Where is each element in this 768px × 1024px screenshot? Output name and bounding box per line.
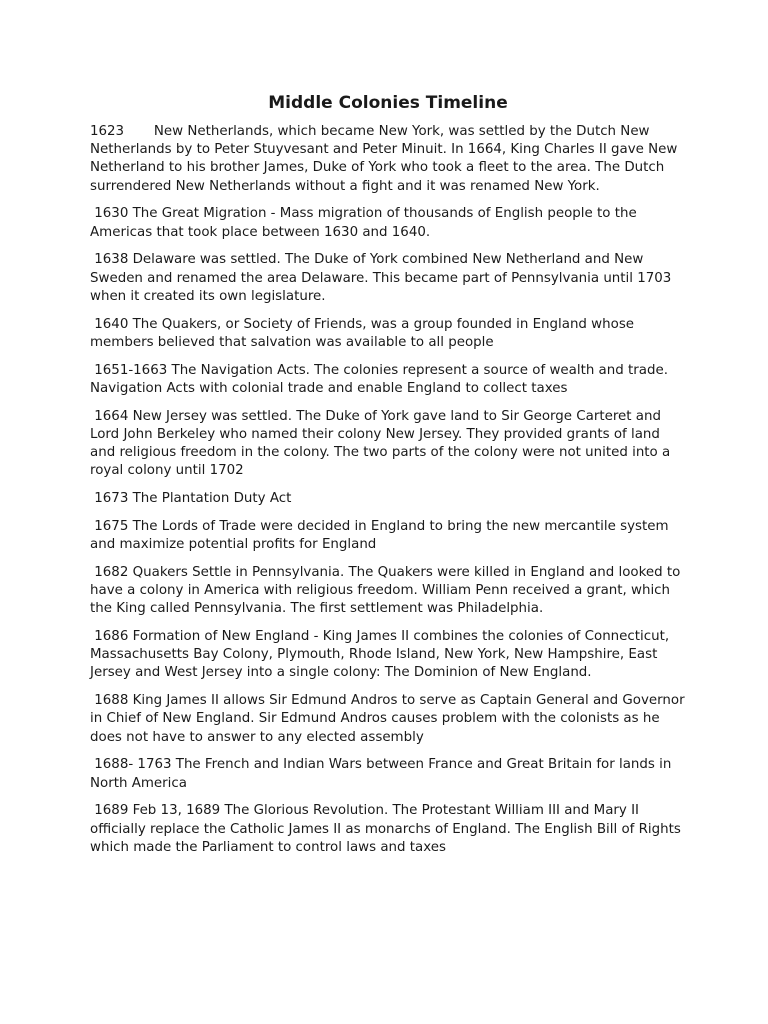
timeline-entry-year: 1688 — [90, 693, 133, 709]
document-title: Middle Colonies Timeline — [268, 93, 508, 113]
timeline-entry — [90, 802, 688, 857]
timeline-entry-text: The Great Migration - Mass migration of thousands of English people to the Americas that took place between 1630 and 1640. — [90, 206, 641, 240]
timeline-entry — [90, 251, 688, 306]
timeline-entry-year: 1664 — [90, 408, 133, 424]
timeline-entry-year: 1638 — [90, 252, 133, 268]
timeline-entry-text: The Quakers, or Society of Friends, was a group founded in England whose members believed that salvation was available to all people — [90, 316, 639, 350]
timeline-entry — [90, 205, 688, 241]
timeline-entry-text: The French and Indian Wars between France and Great Britain for lands in North America — [90, 757, 676, 791]
timeline-entry-text: The Plantation Duty Act — [132, 491, 292, 507]
timeline-entry — [90, 316, 688, 352]
timeline-entry — [90, 518, 688, 554]
timeline-entry — [90, 362, 688, 398]
timeline-entry-text: The Lords of Trade were decided in England to bring the new mercantile system and maximize potential profits for England — [90, 518, 673, 553]
timeline-entries — [90, 123, 688, 857]
timeline-entry-text: New Netherlands, which became New York, was settled by the Dutch New Netherlands by to Peter Stuyvesant and Peter Minuit. In 1664, King Charles II gave New Netherland to his brother James, Duke of York who took a fleet to the area. The Dutch surrendered New Netherlands without a fight and it was renamed New York. — [90, 124, 682, 194]
timeline-entry-year: 1673 — [90, 491, 133, 507]
timeline-entry-text: Feb 13, 1689 The Glorious Revolution. The Protestant William III and Mary II officially replace the Catholic James II as monarchs of England. The English Bill of Rights which made the Parliament to control laws and taxes — [90, 803, 686, 855]
timeline-entry-text: Formation of New England - King James II combines the colonies of Connecticut, Massachusetts Bay Colony, Plymouth, Rhode Island, New York, New Hampshire, East Jersey and West Jersey into a single colony: The Dominion of New England. — [90, 629, 674, 681]
timeline-entry-text: New Jersey was settled. The Duke of York gave land to Sir George Carteret and Lord John Berkeley who named their colony New Jersey. They provided grants of land and religious freedom in the colony. The two parts of the colony were not united into a royal colony until 1702 — [90, 408, 675, 479]
timeline-entry-text: Quakers Settle in Pennsylvania. The Quakers were killed in England and looked to have a colony in America with religious freedom. William Penn received a grant, which the King called Pennsylvania. The first settlement was Philadelphia. — [90, 564, 685, 617]
timeline-entry — [90, 123, 688, 196]
timeline-entry-year: 1682 — [90, 564, 133, 580]
timeline-entry — [90, 490, 688, 508]
timeline-entry-year: 1675 — [90, 518, 133, 534]
timeline-entry-text: Delaware was settled. The Duke of York combined New Netherland and New Sweden and renamed the area Delaware. This became part of Pennsylvania until 1703 when it created its own legislature. — [90, 252, 676, 304]
timeline-entry — [90, 628, 688, 683]
timeline-entry-year: 1689 — [90, 803, 133, 819]
timeline-entry — [90, 692, 688, 747]
timeline-entry-text: King James II allows Sir Edmund Andros to serve as Captain General and Governor in Chief of New England. Sir Edmund Andros causes problem with the colonists as he does not have to answer to any elected assembly — [90, 693, 689, 745]
timeline-entry — [90, 408, 688, 481]
timeline-entry-year: 1640 — [90, 316, 133, 332]
timeline-entry-year: 1686 — [90, 629, 133, 645]
timeline-entry — [90, 564, 688, 619]
timeline-entry-year: 1630 — [90, 206, 133, 222]
timeline-entry-year: 1688- 1763 — [90, 757, 176, 773]
timeline-entry-year: 1623 — [90, 124, 154, 139]
timeline-entry-text: The Navigation Acts. The colonies represent a source of wealth and trade. Navigation Acts with colonial trade and enable England to collect taxes — [90, 362, 673, 396]
timeline-entry — [90, 756, 688, 792]
timeline-entry-year: 1651-1663 — [90, 362, 172, 378]
